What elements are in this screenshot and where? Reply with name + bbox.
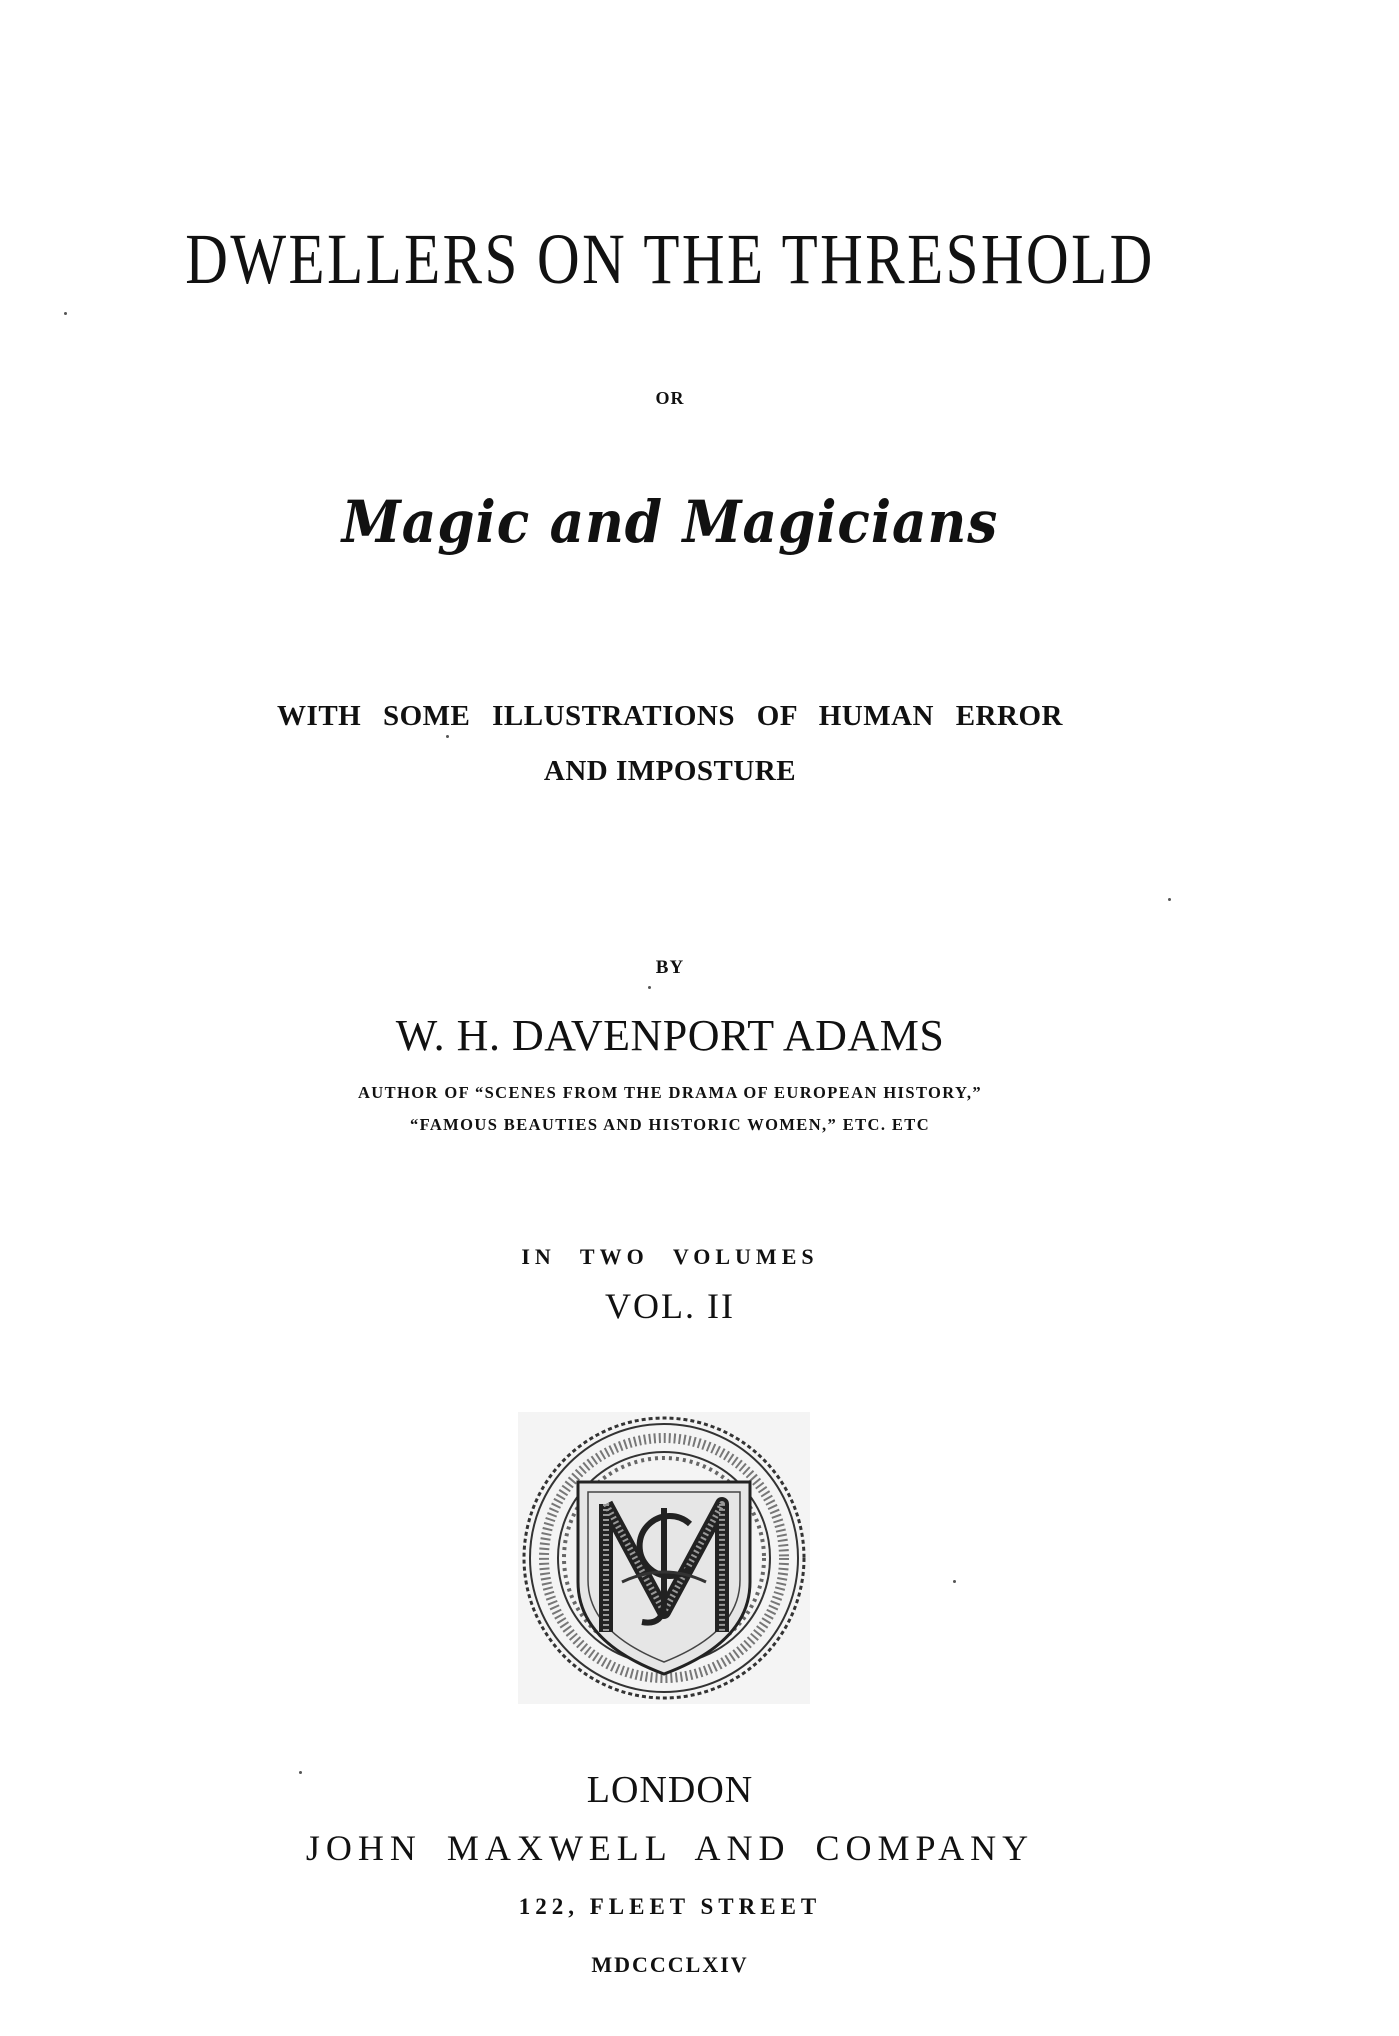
scan-speck: [64, 312, 67, 315]
publisher-seal-icon: [518, 1412, 810, 1704]
scan-speck: [648, 986, 651, 989]
scan-speck: [1168, 898, 1171, 901]
author-name: W. H. DAVENPORT ADAMS: [395, 1011, 945, 1060]
imprint-year: MDCCCLXIV: [591, 1952, 749, 1977]
volume-number: VOL. II: [605, 1286, 735, 1326]
imprint-city: LONDON: [586, 1769, 754, 1811]
secondary-subtitle-line-1: WITH SOME ILLUSTRATIONS OF HUMAN ERROR: [277, 700, 1063, 732]
author-credit-line-1: AUTHOR OF “SCENES FROM THE DRAMA OF EUROPEAN HISTORY,”: [357, 1083, 982, 1102]
imprint-publisher: JOHN MAXWELL AND COMPANY: [305, 1828, 1035, 1868]
scan-speck: [953, 1580, 956, 1583]
author-credit-line-2: “FAMOUS BEAUTIES AND HISTORIC WOMEN,” ETC. ETC: [409, 1115, 931, 1134]
scan-speck: [299, 1771, 302, 1774]
imprint-address: 122, FLEET STREET: [518, 1894, 822, 1919]
book-subtitle: Magic and Magicians: [341, 488, 999, 556]
title-conjunction: OR: [655, 388, 685, 408]
scan-speck: [446, 735, 449, 738]
byline-label: BY: [655, 957, 685, 978]
secondary-subtitle-line-2: AND IMPOSTURE: [543, 755, 797, 787]
volume-count: IN TWO VOLUMES: [521, 1244, 819, 1269]
book-title: DWELLERS ON THE THRESHOLD: [185, 219, 1155, 299]
